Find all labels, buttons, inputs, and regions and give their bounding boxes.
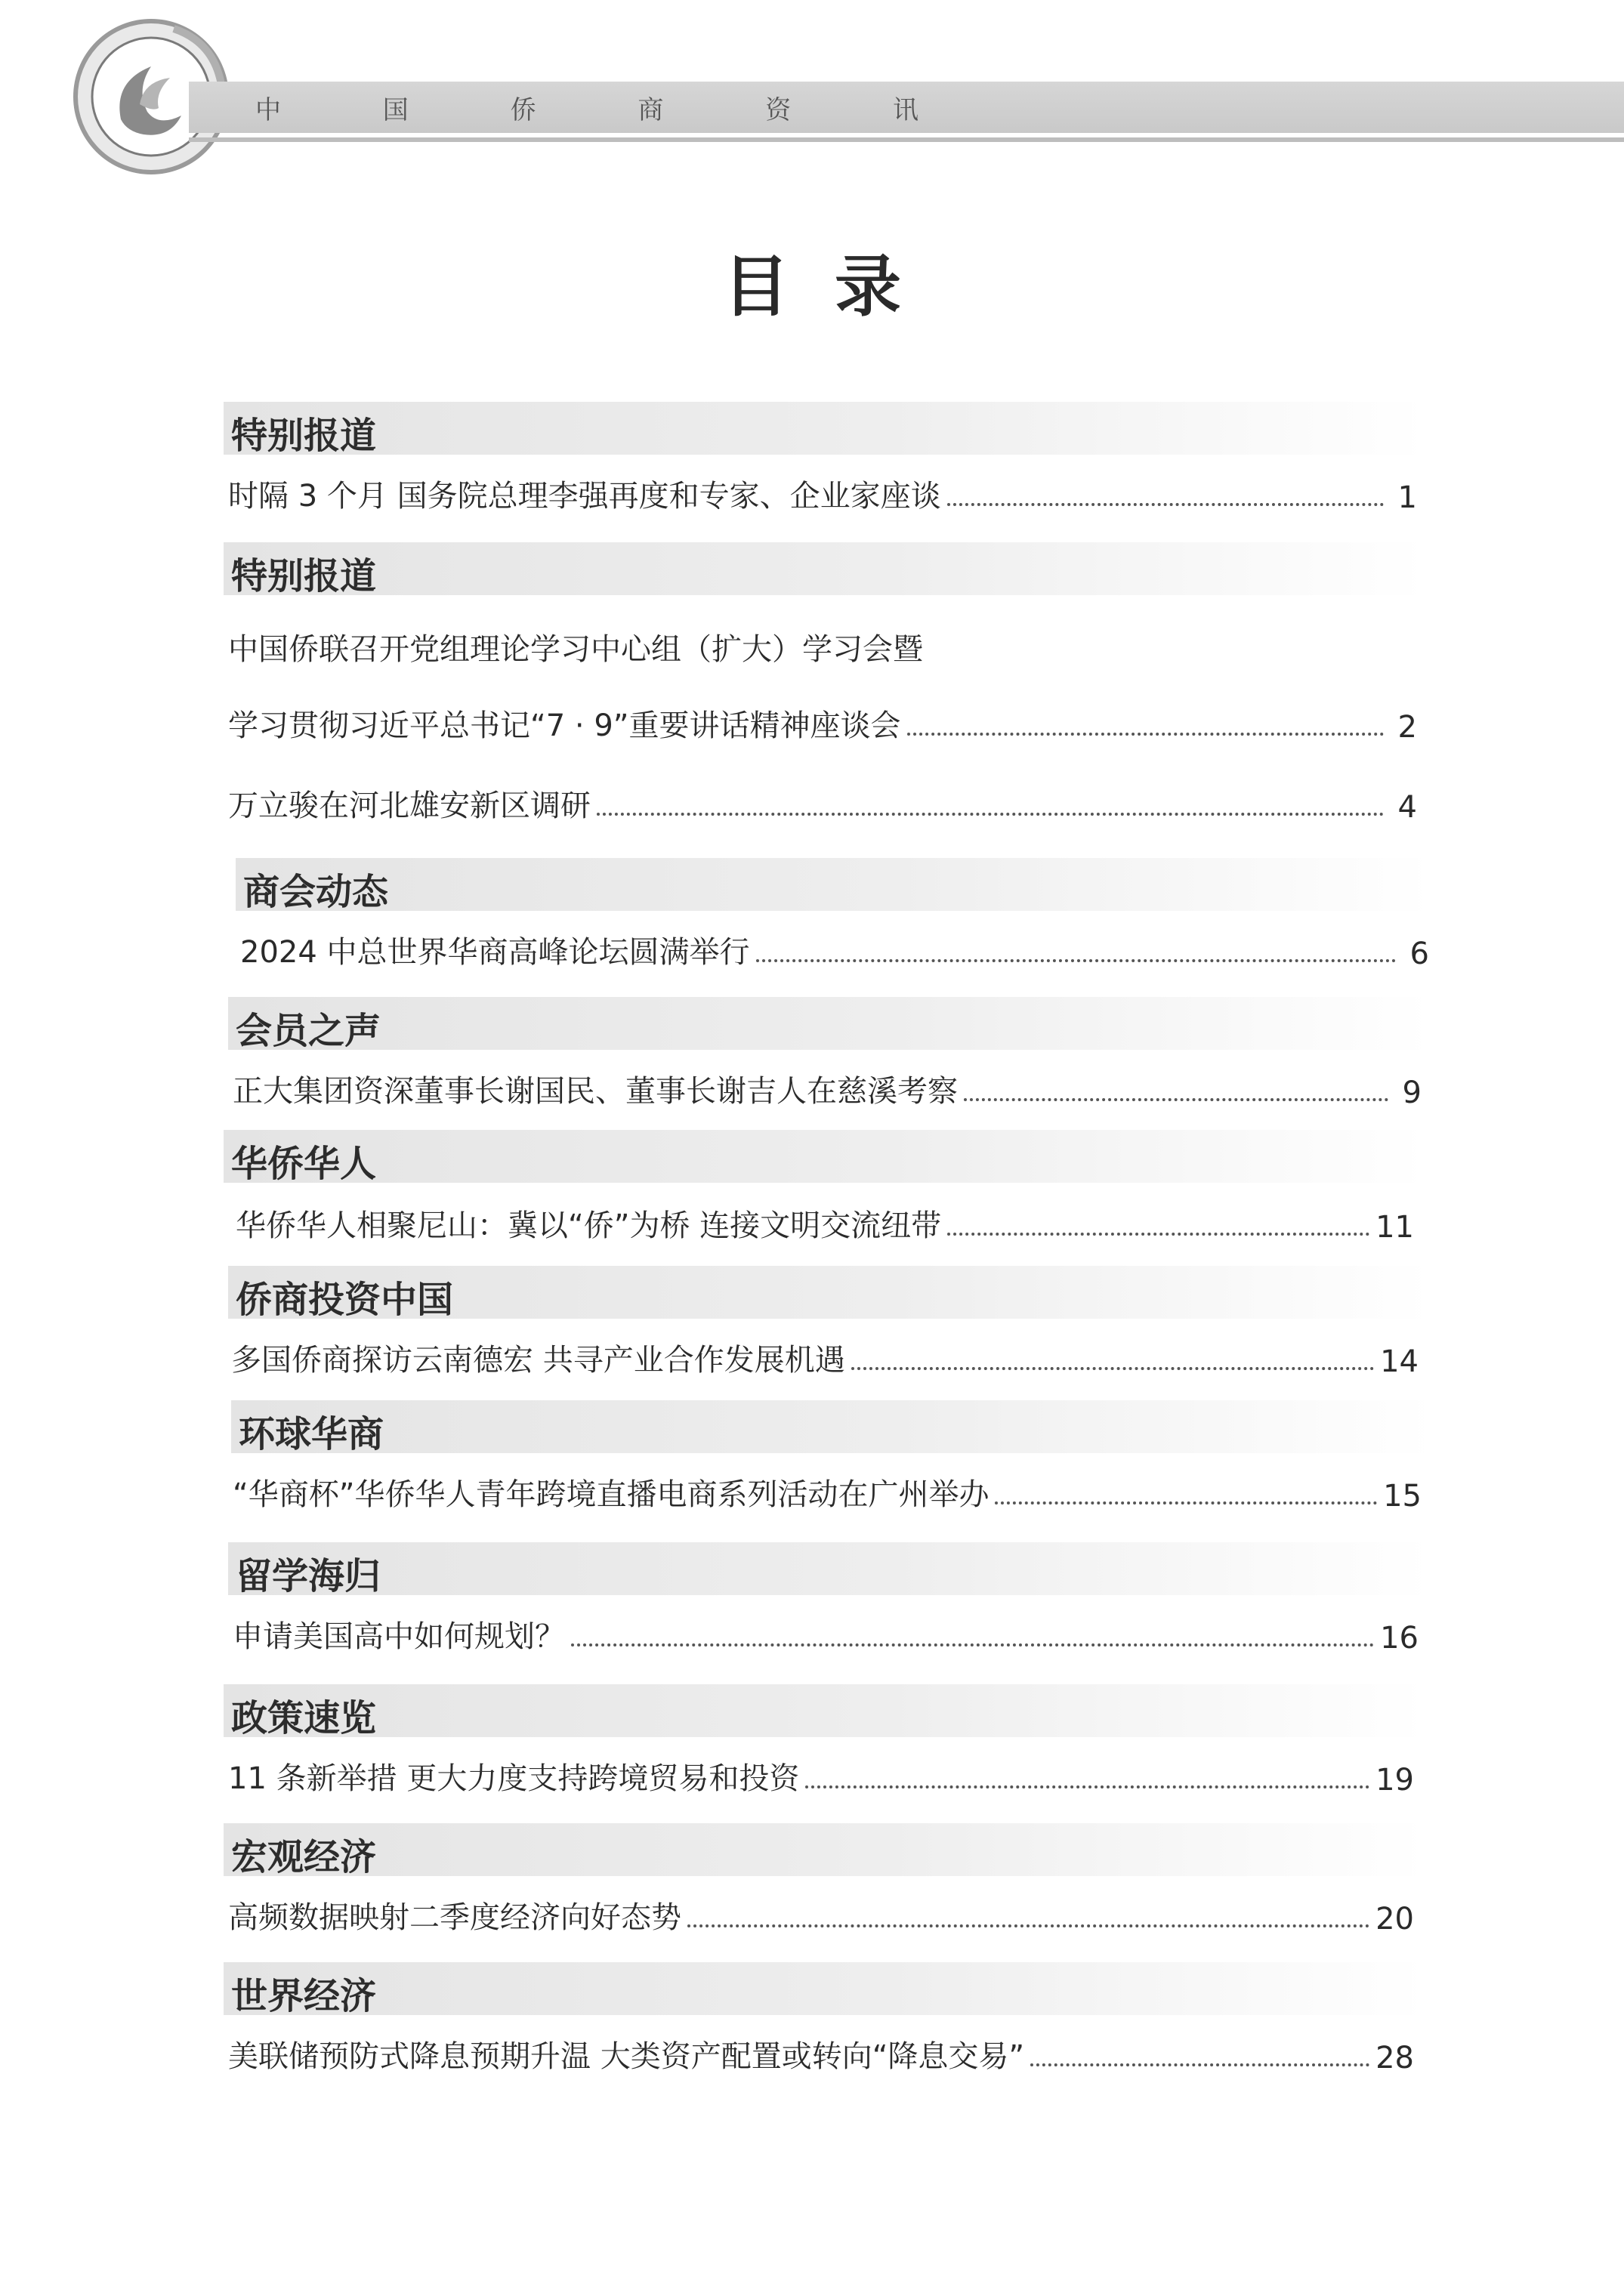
toc-entry[interactable] [240, 929, 1429, 971]
leader-dots [597, 813, 1384, 816]
toc-entry[interactable] [233, 1471, 1422, 1514]
entry-page: 16 [1380, 1621, 1419, 1656]
entry-title: 学习贯彻习近平总书记“7 · 9”重要讲话精神座谈会 [228, 708, 901, 743]
toc-entry[interactable] [233, 1068, 1422, 1110]
entry-title: 华侨华人相聚尼山：冀以“侨”为桥 连接文明交流纽带 [236, 1208, 942, 1243]
section-label: 特别报道 [231, 415, 377, 457]
leader-dots [964, 1098, 1388, 1101]
entry-title: 美联储预防式降息预期升温 大类资产配置或转向“降息交易” [228, 2039, 1025, 2074]
section-label: 特别报道 [231, 555, 377, 597]
toc-entry[interactable] [233, 1613, 1419, 1656]
entry-page: 4 [1397, 790, 1417, 825]
toc-entry[interactable] [228, 1894, 1414, 1937]
entry-title: 万立骏在河北雄安新区调研 [228, 789, 591, 823]
entry-title: 11 条新举措 更大力度支持跨境贸易和投资 [228, 1761, 800, 1796]
section-label: 商会动态 [243, 871, 389, 913]
section-header [228, 1266, 1431, 1319]
leader-dots [687, 1924, 1369, 1927]
section-header [228, 1542, 1431, 1595]
leader-dots [805, 1785, 1369, 1788]
leader-dots [947, 1233, 1369, 1236]
leader-dots [947, 503, 1384, 506]
section-header [224, 542, 1426, 595]
leader-dots [1030, 2063, 1369, 2066]
header-divider [189, 137, 1624, 142]
toc-entry[interactable] [228, 1755, 1414, 1798]
toc-entry[interactable] [228, 2033, 1414, 2075]
section-header [224, 1130, 1426, 1183]
toc-entry[interactable] [228, 782, 1417, 825]
entry-page: 14 [1380, 1344, 1419, 1379]
leader-dots [571, 1643, 1374, 1646]
section-label: 会员之声 [236, 1010, 381, 1052]
page-title: 目录 [722, 248, 946, 326]
entry-title: 多国侨商探访云南德宏 共寻产业合作发展机遇 [231, 1343, 845, 1378]
entry-page: 1 [1397, 480, 1417, 515]
section-label: 侨商投资中国 [236, 1279, 454, 1321]
section-header [224, 1823, 1426, 1876]
entry-page: 15 [1383, 1479, 1422, 1514]
entry-title: 时隔 3 个月 国务院总理李强再度和专家、企业家座谈 [228, 479, 941, 514]
header-title: 中 国 侨 商 资 讯 [255, 95, 966, 125]
section-header [231, 1400, 1434, 1453]
section-header [224, 402, 1426, 455]
entry-page: 2 [1397, 710, 1417, 745]
toc-entry[interactable] [228, 702, 1417, 745]
entry-title: 申请美国高中如何规划？ [233, 1619, 565, 1654]
entry-title: 高频数据映射二季度经济向好态势 [228, 1900, 681, 1935]
section-label: 环球华商 [239, 1413, 384, 1455]
section-label: 华侨华人 [231, 1143, 377, 1185]
section-header [236, 858, 1432, 911]
entry-page: 28 [1375, 2041, 1414, 2075]
toc-entry[interactable] [228, 473, 1417, 515]
entry-page: 20 [1375, 1902, 1414, 1937]
toc-entry[interactable] [231, 1337, 1419, 1379]
entry-title-line[interactable]: 中国侨联召开党组理论学习中心组（扩大）学习会暨 [228, 632, 923, 667]
leader-dots [851, 1367, 1374, 1370]
entry-title: “华商杯”华侨华人青年跨境直播电商系列活动在广州举办 [233, 1477, 990, 1512]
section-label: 留学海归 [236, 1555, 381, 1597]
entry-page: 19 [1375, 1763, 1414, 1798]
entry-page: 11 [1375, 1210, 1414, 1245]
section-label: 世界经济 [231, 1975, 377, 2017]
entry-title: 正大集团资深董事长谢国民、董事长谢吉人在慈溪考察 [233, 1074, 958, 1109]
section-header [224, 1684, 1426, 1737]
section-header [224, 1962, 1426, 2015]
section-header [228, 997, 1431, 1050]
section-label: 宏观经济 [231, 1836, 377, 1878]
toc-entry[interactable] [236, 1202, 1414, 1245]
leader-dots [756, 959, 1396, 962]
leader-dots [995, 1501, 1377, 1504]
entry-page: 6 [1409, 937, 1429, 971]
entry-page: 9 [1402, 1076, 1422, 1110]
leader-dots [907, 733, 1385, 736]
section-label: 政策速览 [231, 1697, 377, 1739]
entry-title: 2024 中总世界华商高峰论坛圆满举行 [240, 935, 750, 970]
